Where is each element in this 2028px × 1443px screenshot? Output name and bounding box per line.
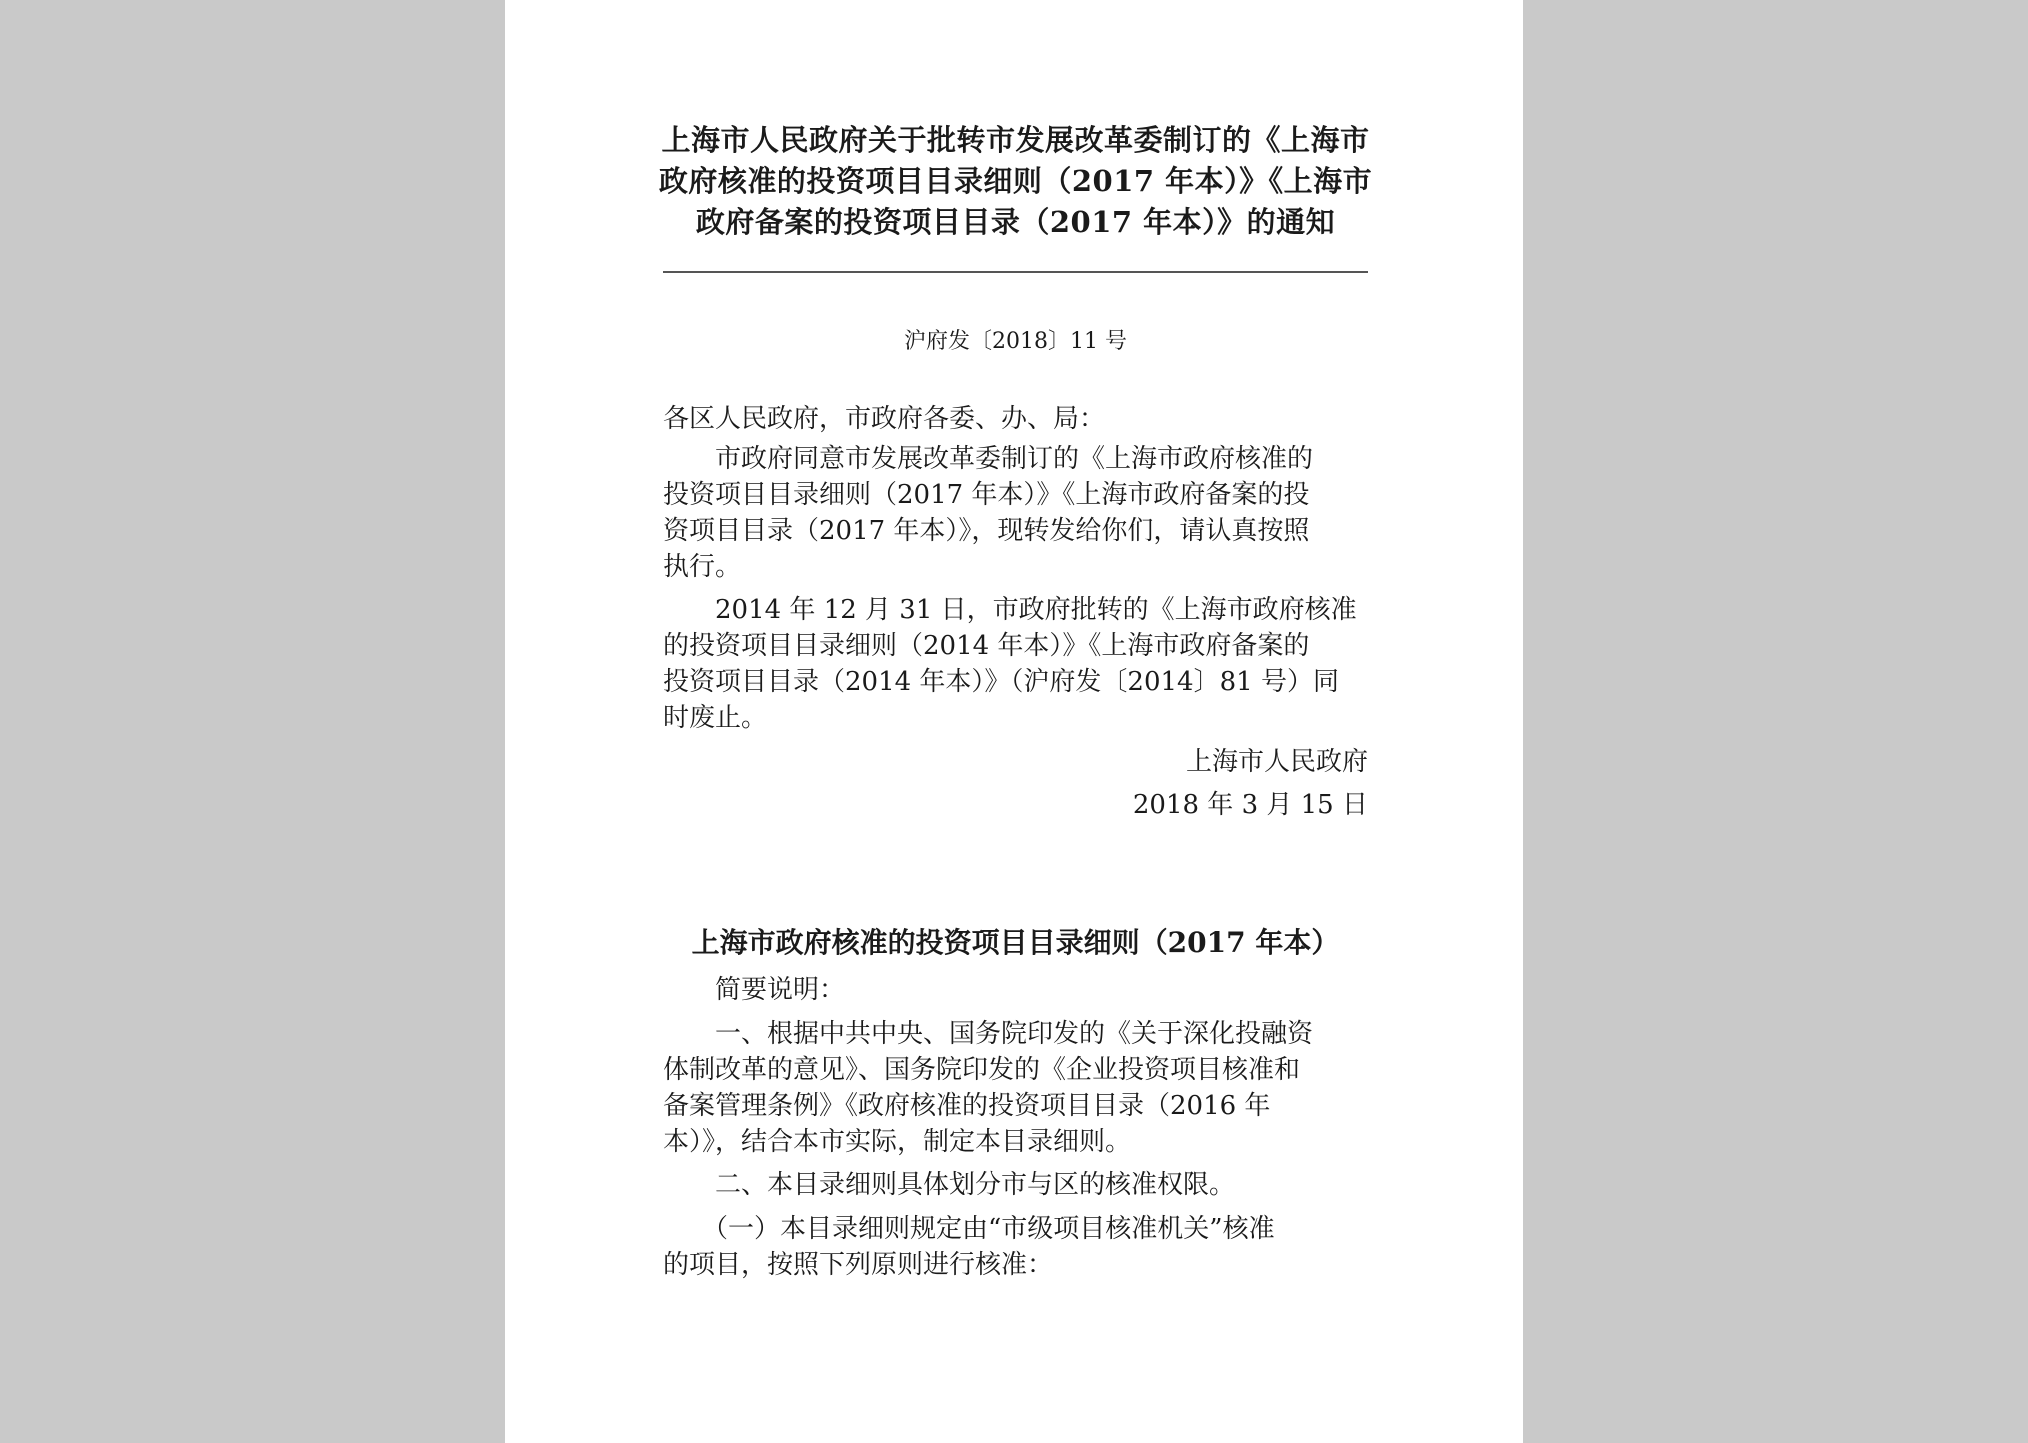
signature-date: 2018 年 3 月 15 日 <box>1132 790 1368 820</box>
notice-title-line: 政府备案的投资项目目录（2017 年本）》的通知 <box>695 205 1336 239</box>
paragraph-line: 备案管理条例》《政府核准的投资项目目录（2016 年 <box>663 1091 1271 1121</box>
notice-title <box>643 120 1388 243</box>
notice-title-line: 上海市人民政府关于批转市发展改革委制订的《上海市 <box>661 123 1370 157</box>
rules-item-2: 二、本目录细则具体划分市与区的核准权限。 <box>663 1170 1236 1200</box>
notice-paragraph-2 <box>663 592 1368 736</box>
paragraph-line: 投资项目目录（2014 年本）》（沪府发〔2014〕81 号）同 <box>663 667 1339 697</box>
document-number: 沪府发〔2018〕11 号 <box>904 329 1127 354</box>
paragraph-line: 体制改革的意见》、国务院印发的《企业投资项目核准和 <box>663 1055 1301 1085</box>
paragraph-line: （一）本目录细则规定由“市级项目核准机关”核准 <box>663 1214 1275 1244</box>
salutation: 各区人民政府，市政府各委、办、局： <box>663 404 1106 434</box>
document-page <box>505 0 1523 1443</box>
paragraph-line: 的投资项目目录细则（2014 年本）》《上海市政府备案的 <box>663 631 1310 661</box>
title-divider <box>663 271 1368 273</box>
paragraph-line: 时废止。 <box>663 703 768 733</box>
paragraph-line: 市政府同意市发展改革委制订的《上海市政府核准的 <box>663 444 1314 474</box>
paragraph-line: 本）》，结合本市实际，制定本目录细则。 <box>663 1127 1132 1157</box>
paragraph-line: 的项目，按照下列原则进行核准： <box>663 1250 1054 1280</box>
notice-title-line: 政府核准的投资项目目录细则（2017 年本）》《上海市 <box>658 164 1373 198</box>
signature-organization: 上海市人民政府 <box>1185 747 1368 777</box>
notice-paragraph-1 <box>663 441 1368 585</box>
rules-title: 上海市政府核准的投资项目目录细则（2017 年本） <box>691 926 1340 959</box>
brief-label: 简要说明： <box>663 975 846 1005</box>
paragraph-line: 一、根据中共中央、国务院印发的《关于深化投融资 <box>663 1019 1314 1049</box>
paragraph-line: 2014 年 12 月 31 日，市政府批转的《上海市政府核准 <box>663 595 1357 625</box>
paragraph-line: 投资项目目录细则（2017 年本）》《上海市政府备案的投 <box>663 480 1310 510</box>
paragraph-line: 执行。 <box>663 552 742 582</box>
rules-item-3 <box>663 1211 1368 1283</box>
paragraph-line: 资项目目录（2017 年本）》，现转发给你们，请认真按照 <box>663 516 1310 546</box>
rules-item-1 <box>663 1016 1368 1160</box>
